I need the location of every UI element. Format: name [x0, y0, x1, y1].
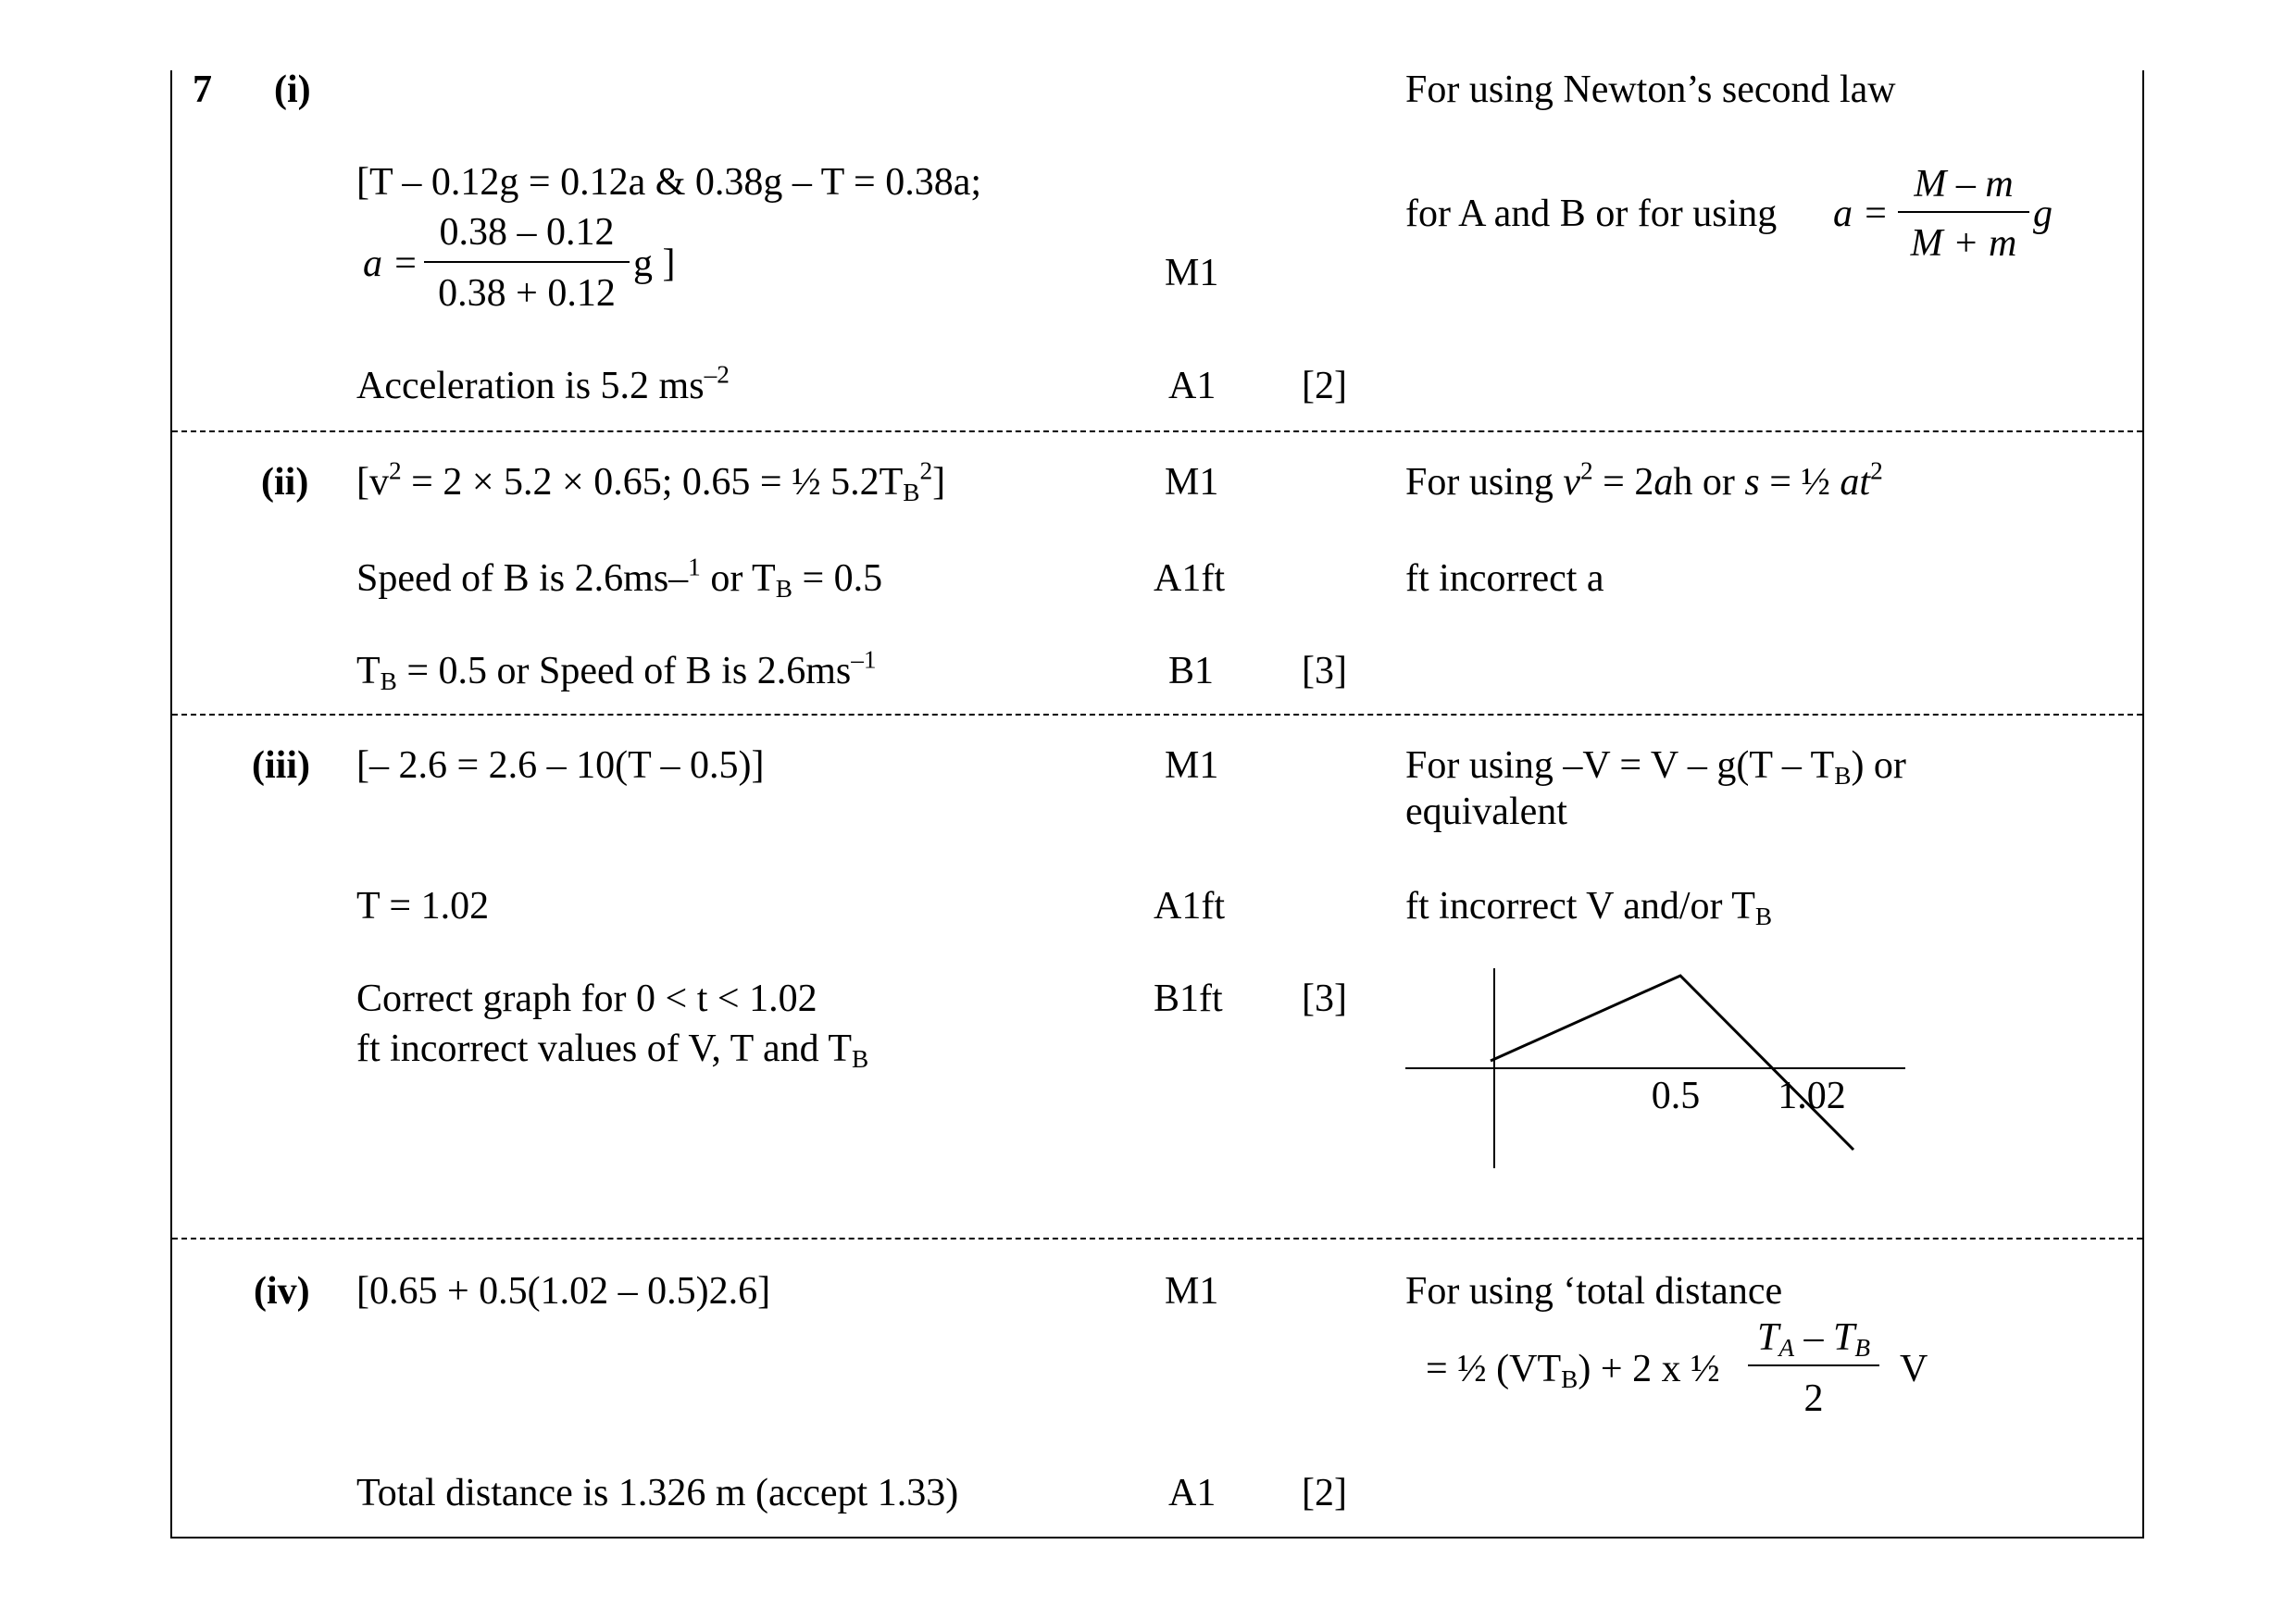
fraction-denominator: M + m — [1910, 222, 2017, 265]
mark-code: B1ft — [1154, 978, 1223, 1020]
exponent: 2 — [919, 456, 933, 485]
guidance-text: for A and B or for using — [1405, 193, 1778, 235]
text: ) or — [1851, 744, 1906, 787]
guidance-text — [1405, 885, 1773, 930]
mark-code: M1 — [1165, 461, 1219, 504]
mark-total: [2] — [1302, 1472, 1347, 1514]
table-bottom-border — [170, 1537, 2144, 1538]
section-divider — [172, 430, 2142, 432]
part-label-iv: (iv) — [254, 1270, 310, 1313]
exponent: 2 — [1580, 456, 1593, 485]
exponent: 1 — [688, 553, 701, 581]
text: = 0.5 — [792, 557, 883, 600]
mark-total: [3] — [1302, 978, 1347, 1020]
mark-total: [2] — [1302, 365, 1347, 407]
text: = 2 × 5.2 × 0.65; 0.65 = ½ 5.2T — [401, 461, 904, 504]
graph-tick-label: 1.02 — [1778, 1075, 1846, 1117]
table-right-border — [2142, 70, 2144, 1538]
guidance-v: V — [1900, 1348, 1928, 1390]
text: – — [1794, 1316, 1833, 1359]
subscript: B — [380, 666, 397, 695]
working-line: [– 2.6 = 2.6 – 10(T – 0.5)] — [356, 744, 765, 787]
working-line: T = 1.02 — [356, 885, 490, 928]
working-line — [356, 553, 883, 603]
fraction-bar — [1748, 1364, 1879, 1366]
text: at — [1840, 461, 1871, 504]
exponent: 2 — [389, 456, 402, 485]
subscript: B — [775, 574, 792, 603]
fraction-denominator: 2 — [1803, 1377, 1824, 1420]
working-fraction — [424, 213, 630, 315]
fraction-denominator: 0.38 + 0.12 — [438, 272, 616, 315]
text: For using –V = V – g(T – T — [1405, 744, 1835, 787]
text: = ½ (VT — [1426, 1348, 1562, 1390]
working-line — [356, 645, 877, 695]
answer-line — [356, 360, 730, 407]
subscript: B — [1754, 902, 1773, 930]
text: T — [1833, 1316, 1855, 1359]
text: T — [1756, 1316, 1779, 1359]
exponent: –1 — [851, 645, 877, 674]
fraction-numerator: 0.38 – 0.12 — [439, 211, 615, 254]
subscript: B — [852, 1044, 869, 1073]
section-divider — [172, 1238, 2142, 1240]
text: = 0.5 or Speed of B is 2.6ms — [396, 650, 852, 692]
working-line: [0.65 + 0.5(1.02 – 0.5)2.6] — [356, 1270, 771, 1313]
guidance-text — [1405, 744, 1906, 790]
subscript: A — [1778, 1333, 1794, 1362]
guidance-text: For using ‘total distance — [1405, 1270, 1783, 1313]
working-a-suffix: g ] — [633, 243, 676, 285]
subscript: B — [1834, 761, 1852, 790]
guidance-fraction — [1748, 1318, 1879, 1420]
working-line — [356, 1028, 869, 1073]
fraction-numerator — [1748, 1316, 1879, 1362]
text: For using — [1405, 461, 1564, 504]
guidance-text: For using Newton’s second law — [1405, 69, 1896, 111]
mark-code: M1 — [1165, 1270, 1219, 1313]
working-line: [T – 0.12g = 0.12a & 0.38g – T = 0.38a; — [356, 161, 982, 204]
guidance-text — [1426, 1348, 1720, 1393]
subscript: B — [1854, 1333, 1871, 1362]
text: ft incorrect values of V, T and T — [356, 1028, 853, 1070]
text: a — [1653, 461, 1674, 504]
text: v — [1563, 461, 1581, 504]
text: s — [1744, 461, 1760, 504]
exponent: 2 — [1870, 456, 1883, 485]
text: h or — [1673, 461, 1745, 504]
mark-code: M1 — [1165, 744, 1219, 787]
part-label-ii: (ii) — [261, 461, 309, 504]
text: [v — [356, 461, 389, 504]
text: or T — [700, 557, 776, 600]
text: Speed of B is 2.6ms– — [356, 557, 689, 600]
graph-velocity-line — [1491, 976, 1853, 1150]
table-left-border — [170, 70, 172, 1538]
text: ) + 2 x ½ — [1578, 1348, 1720, 1390]
mark-code: B1 — [1168, 650, 1215, 692]
mark-code: A1ft — [1154, 557, 1225, 600]
text: = 2 — [1592, 461, 1654, 504]
mark-code: A1ft — [1154, 885, 1225, 928]
answer-text: Acceleration is 5.2 ms — [356, 365, 705, 407]
mark-code: A1 — [1168, 365, 1217, 407]
text: T — [356, 650, 381, 692]
text: ft incorrect V and/or T — [1405, 885, 1755, 928]
answer-line: Total distance is 1.326 m (accept 1.33) — [356, 1472, 959, 1514]
guidance-fraction — [1898, 165, 2029, 267]
working-line: Correct graph for 0 < t < 1.02 — [356, 978, 817, 1020]
mark-code: M1 — [1165, 252, 1219, 294]
fraction-bar — [1898, 211, 2029, 213]
subscript: B — [903, 478, 920, 506]
graph-tick-label: 0.5 — [1651, 1075, 1701, 1117]
guidance-a-prefix: a = — [1833, 193, 1889, 235]
guidance-g: g — [2033, 193, 2053, 235]
working-line — [356, 456, 946, 506]
text: = ½ — [1759, 461, 1841, 504]
velocity-time-graph — [1398, 963, 1916, 1176]
question-number: 7 — [193, 69, 212, 111]
fraction-bar — [424, 261, 630, 263]
mark-code: A1 — [1168, 1472, 1217, 1514]
guidance-text — [1405, 456, 1883, 504]
text: ] — [932, 461, 946, 504]
guidance-text: equivalent — [1405, 791, 1567, 833]
part-label-i: (i) — [274, 69, 311, 111]
subscript: B — [1561, 1364, 1578, 1393]
fraction-numerator: M – m — [1914, 163, 2014, 206]
exponent: –2 — [704, 360, 730, 389]
working-a-prefix: a = — [363, 243, 418, 285]
section-divider — [172, 714, 2142, 716]
guidance-text: ft incorrect a — [1405, 557, 1604, 600]
part-label-iii: (iii) — [252, 744, 310, 787]
mark-total: [3] — [1302, 650, 1347, 692]
